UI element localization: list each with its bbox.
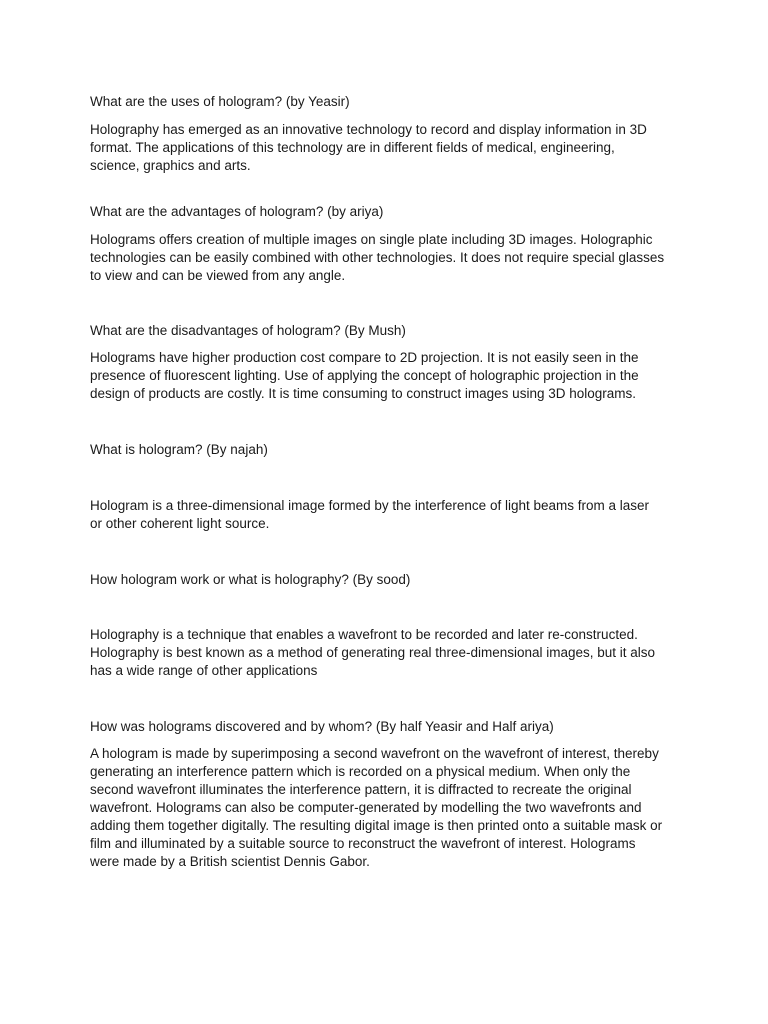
answer-line: Holography has emerged as an innovative technology to record and display information in 3D	[90, 122, 647, 137]
answer-paragraph-uses	[90, 121, 690, 175]
answer-line: film and illuminated by a suitable source to reconstruct the wavefront of interest. Holograms	[90, 836, 636, 851]
answer-line: has a wide range of other applications	[90, 663, 318, 678]
question-heading-advantages: What are the advantages of hologram? (by ariya)	[90, 204, 384, 219]
answer-line: adding them together digitally. The resulting digital image is then printed onto a suitable mask or	[90, 818, 663, 833]
answer-line: science, graphics and arts.	[90, 158, 251, 173]
answer-paragraph-disadvantages	[90, 349, 690, 403]
answer-line: or other coherent light source.	[90, 516, 270, 531]
answer-line: Holograms have higher production cost compare to 2D projection. It is not easily seen in the	[90, 350, 639, 365]
answer-paragraph-advantages	[90, 231, 690, 285]
answer-paragraph-discovery	[90, 745, 690, 871]
answer-line: generating an interference pattern which is recorded on a physical medium. When only the	[90, 764, 631, 779]
question-heading-discovery: How was holograms discovered and by whom? (By half Yeasir and Half ariya)	[90, 719, 554, 734]
answer-line: technologies can be easily combined with other technologies. It does not require special glasses	[90, 250, 665, 265]
answer-line: Holograms offers creation of multiple images on single plate including 3D images. Holographic	[90, 232, 653, 247]
answer-line: Hologram is a three-dimensional image formed by the interference of light beams from a laser	[90, 498, 650, 513]
answer-line: Holography is best known as a method of generating real three-dimensional images, but it also	[90, 645, 656, 660]
answer-line: presence of fluorescent lighting. Use of applying the concept of holographic projection in the	[90, 368, 639, 383]
answer-line: second wavefront illuminates the interference pattern, it is diffracted to recreate the original	[90, 782, 632, 797]
question-heading-disadvantages: What are the disadvantages of hologram? (By Mush)	[90, 323, 406, 338]
question-heading-how-work: How hologram work or what is holography? (By sood)	[90, 572, 411, 587]
answer-paragraph-how-work	[90, 626, 690, 680]
answer-line: to view and can be viewed from any angle.	[90, 268, 346, 283]
question-heading-uses: What are the uses of hologram? (by Yeasir)	[90, 94, 350, 109]
answer-line: design of products are costly. It is time consuming to construct images using 3D holograms.	[90, 386, 636, 401]
answer-line: A hologram is made by superimposing a second wavefront on the wavefront of interest, thereby	[90, 746, 659, 761]
answer-line: Holography is a technique that enables a wavefront to be recorded and later re-constructed.	[90, 627, 638, 642]
question-heading-what-is: What is hologram? (By najah)	[90, 442, 268, 457]
answer-paragraph-what-is	[90, 497, 690, 533]
answer-line: format. The applications of this technology are in different fields of medical, engineering,	[90, 140, 615, 155]
answer-line: wavefront. Holograms can also be computer-generated by modelling the two wavefronts and	[90, 800, 642, 815]
answer-line: were made by a British scientist Dennis Gabor.	[90, 854, 370, 869]
